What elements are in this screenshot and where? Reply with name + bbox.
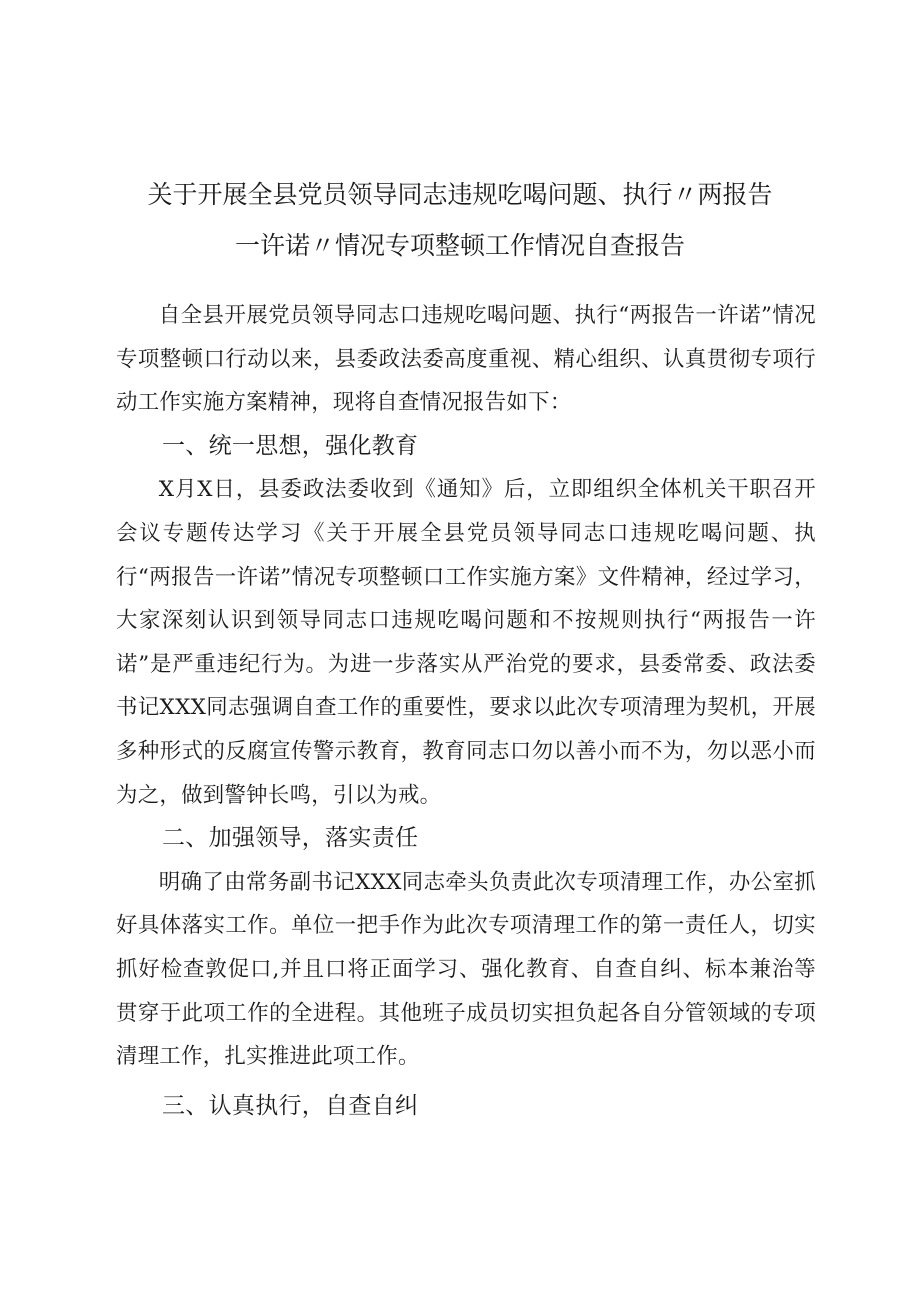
section-1-paragraph: X月X日，县委政法委收到《通知》后，立即组织全体机关干职召开会议专题传达学习《关于开展全县党员领导同志口违规吃喝问题、执行“两报告一许诺”情况专项整顿口工作实施方案》文件精神，经过学习，大家深刻认识到领导同志口违规吃喝问题和不按规则执行“两报告一许诺”是严重违纪行为。为进一步落实从严治党的要求，县委常委、政法委书记XXX同志强调自查工作的重要性，要求以此次专项清理为契机，开展多种形式的反腐宣传警示教育，教育同志口勿以善小而不为，勿以恶小而为之，做到警钟长鸣，引以为戒。 [116,477,816,808]
section-1-heading: 一、统一思想，强化教育 [162,432,419,459]
section-2-heading: 二、加强领导，落实责任 [162,825,419,852]
intro-paragraph: 自全县开展党员领导同志口违规吃喝问题、执行“两报告一许诺”情况专项整顿口行动以来，县委政法委高度重视、精心组织、认真贯彻专项行动工作实施方案精神，现将自查情况报告如下： [116,303,816,416]
section-3-heading: 三、认真执行，自查自纠 [162,1092,419,1119]
document-body [116,294,816,1128]
section-2-paragraph: 明确了由常务副书记XXX同志牵头负责此次专项清理工作，办公室抓好具体落实工作。单位一把手作为此次专项清理工作的第一责任人，切实抓好检查敦促口,并且口将正面学习、强化教育、自查自纠、标本兼治等贯穿于此项工作的全进程。其他班子成员切实担负起各自分管领域的专项清理工作，扎实推进此项工作。 [116,869,816,1070]
document-title-line-1: 关于开展全县党员领导同志违规吃喝问题、执行〃两报告 [147,180,773,209]
document-title-line-2: 一许诺〃情况专项整顿工作情况自查报告 [234,231,685,260]
